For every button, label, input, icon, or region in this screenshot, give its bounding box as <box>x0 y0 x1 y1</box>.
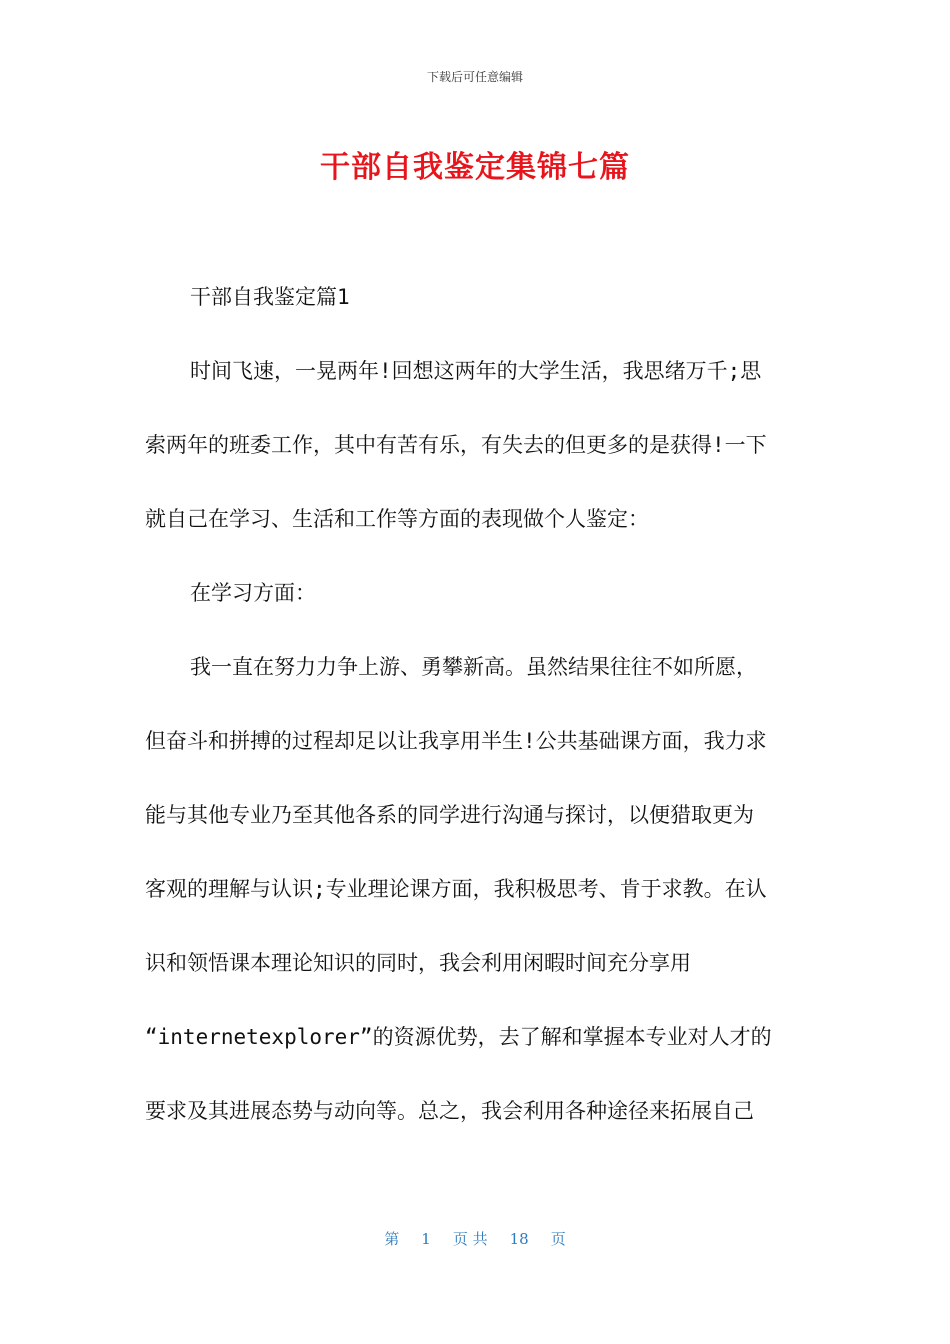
section-heading: 干部自我鉴定篇1 <box>190 285 350 309</box>
paragraph-line: 就自己在学习、生活和工作等方面的表现做个人鉴定： <box>145 507 649 531</box>
subsection-heading: 在学习方面： <box>190 581 316 605</box>
header-note: 下载后可任意编辑 <box>426 70 523 84</box>
footer-prefix: 第 <box>384 1230 400 1248</box>
footer-suffix: 页 <box>550 1230 566 1248</box>
document-title: 干部自我鉴定集锦七篇 <box>320 150 630 185</box>
paragraph-line: 时间飞速，一晃两年!回想这两年的大学生活，我思绪万千;思 <box>190 359 762 383</box>
paragraph-line: 要求及其进展态势与动向等。总之，我会利用各种途径来拓展自己 <box>145 1099 754 1123</box>
page-footer <box>0 1228 950 1249</box>
paragraph-line: 索两年的班委工作，其中有苦有乐，有失去的但更多的是获得!一下 <box>145 433 767 457</box>
footer-total-pages: 18 <box>509 1230 529 1248</box>
paragraph-line: 能与其他专业乃至其他各系的同学进行沟通与探讨，以便猎取更为 <box>145 803 754 827</box>
paragraph-line: “internetexplorer”的资源优势，去了解和掌握本专业对人才的 <box>145 1025 772 1049</box>
footer-page-number: 1 <box>421 1230 431 1248</box>
paragraph-line: 客观的理解与认识;专业理论课方面，我积极思考、肯于求教。在认 <box>145 877 767 901</box>
footer-middle: 页 共 <box>452 1230 488 1248</box>
paragraph-line: 但奋斗和拼搏的过程却足以让我享用半生!公共基础课方面，我力求 <box>145 729 767 753</box>
paragraph-line: 我一直在努力力争上游、勇攀新高。虽然结果往往不如所愿， <box>190 655 757 679</box>
paragraph-line: 识和领悟课本理论知识的同时，我会利用闲暇时间充分享用 <box>145 951 691 975</box>
